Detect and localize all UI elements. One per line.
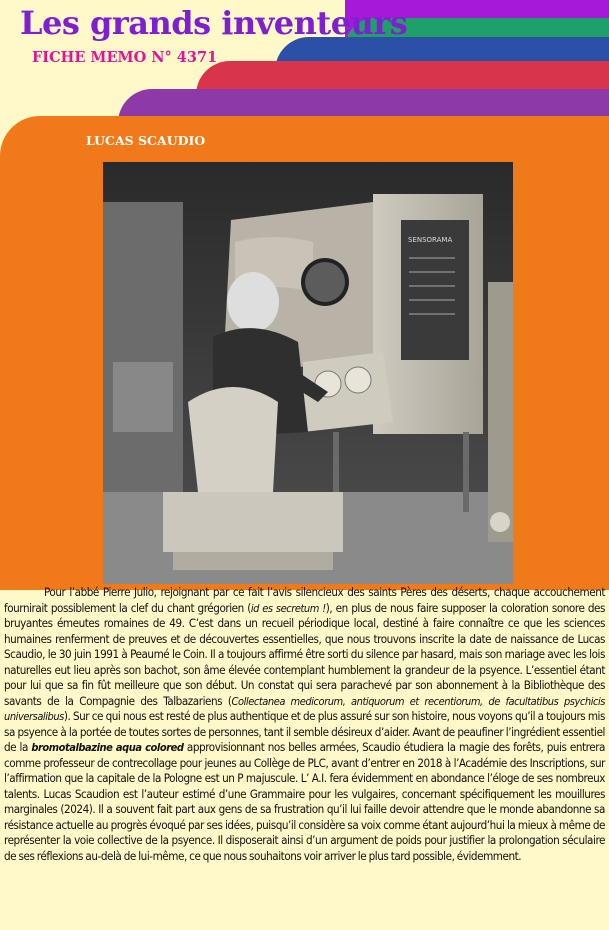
article-text-3: ). Sur ce qui nous est resté de plus authentique et de plus assuré sur son histoire, nous voyons qu’il a toujours mis sa psyence à la portée de toutes sortes de personnes, tant il semble désireux d’aider. Avant de peaufiner l’ingrédient essentiel de la [4,709,605,754]
article-paragraph [4,585,605,864]
article-italic-1: id es secretum ! [250,601,326,615]
machine-screen-label: SENSORAMA [408,236,453,244]
memo-number: FICHE MEMO N° 4371 [32,49,218,66]
article-text-1: Pour l’abbé Pierre Julio, rejoignant par ce fait l’avis silencieux des saints Pères des déserts, chaque accouchement fournirait possiblement la clef du chant grégorien ( [4,585,605,615]
photo [103,162,513,584]
photo-icon [103,162,513,584]
page-title: Les grands inventeurs [20,4,408,42]
article-text-4: approvisionnant nos belles armées, Scaudio étudiera la magie des forêts, puis entrera comme professeur de contrecollage pour jeunes au Collège de PLC, avant d’entrer en 2018 à l’Académie des Inscriptions, sur l’affirmation que la capitale de la Pologne est un P majuscule. L’ A.I. fera évidemment en abondance l’éloge de ses nombreux talents. Lucas Scaudion est l’auteur estimé d’une Grammaire pour les vulgaires, concernant spécifiquement les mouillures marginales (2024). Il a souvent fait part aux gens de sa frustration qu’il lui faille devoir attendre que le monde abandonne sa résistance actuelle au progrès évoqué par ses idées, puisqu’il considère sa voix comme étant aujourd’hui la mieux à même de représenter la voie collective de la psyence. Il disposerait ainsi d’un argument de poids pour justifier la prolongation séculaire de ses réflexions au-delà de lui-même, ce que nous souhaitons voir arriver le plus tard possible, évidemment. [4,740,605,863]
person-name: LUCAS SCAUDIO [86,133,206,148]
article-body [4,585,605,864]
article-text-2: ), en plus de nous faire supposer la coloration sonore des bruyantes émeutes romaines de 49. C’est dans un recueil périodique local, destiné à faire connaître ce que les sciences humaines renferment de preuves et de découvertes essentielles, que nous trouvons inscrite la date de naissance de Lucas Scaudio, le 30 juin 1991 à Peaumé le Coin. Il a toujours affirmé être sorti du silence par hasard, mais son mariage avec les lois naturelles eut lieu après son bachot, son âme élevée contemplant humblement la grandeur de la psyence. L’essentiel étant pour lui que sa fin fût meilleure que son début. Un constat qui sera parachevé par son abonnement à la Bibliothèque des savants de la Compagnie des Talbazariens ( [4,600,605,708]
article-bold-italic: bromotalbazine aqua colored [31,741,184,754]
article-italic-2: Collectanea medicorum, antiquorum et recentiorum, de facultatibus psychicis universalibus [4,694,605,723]
